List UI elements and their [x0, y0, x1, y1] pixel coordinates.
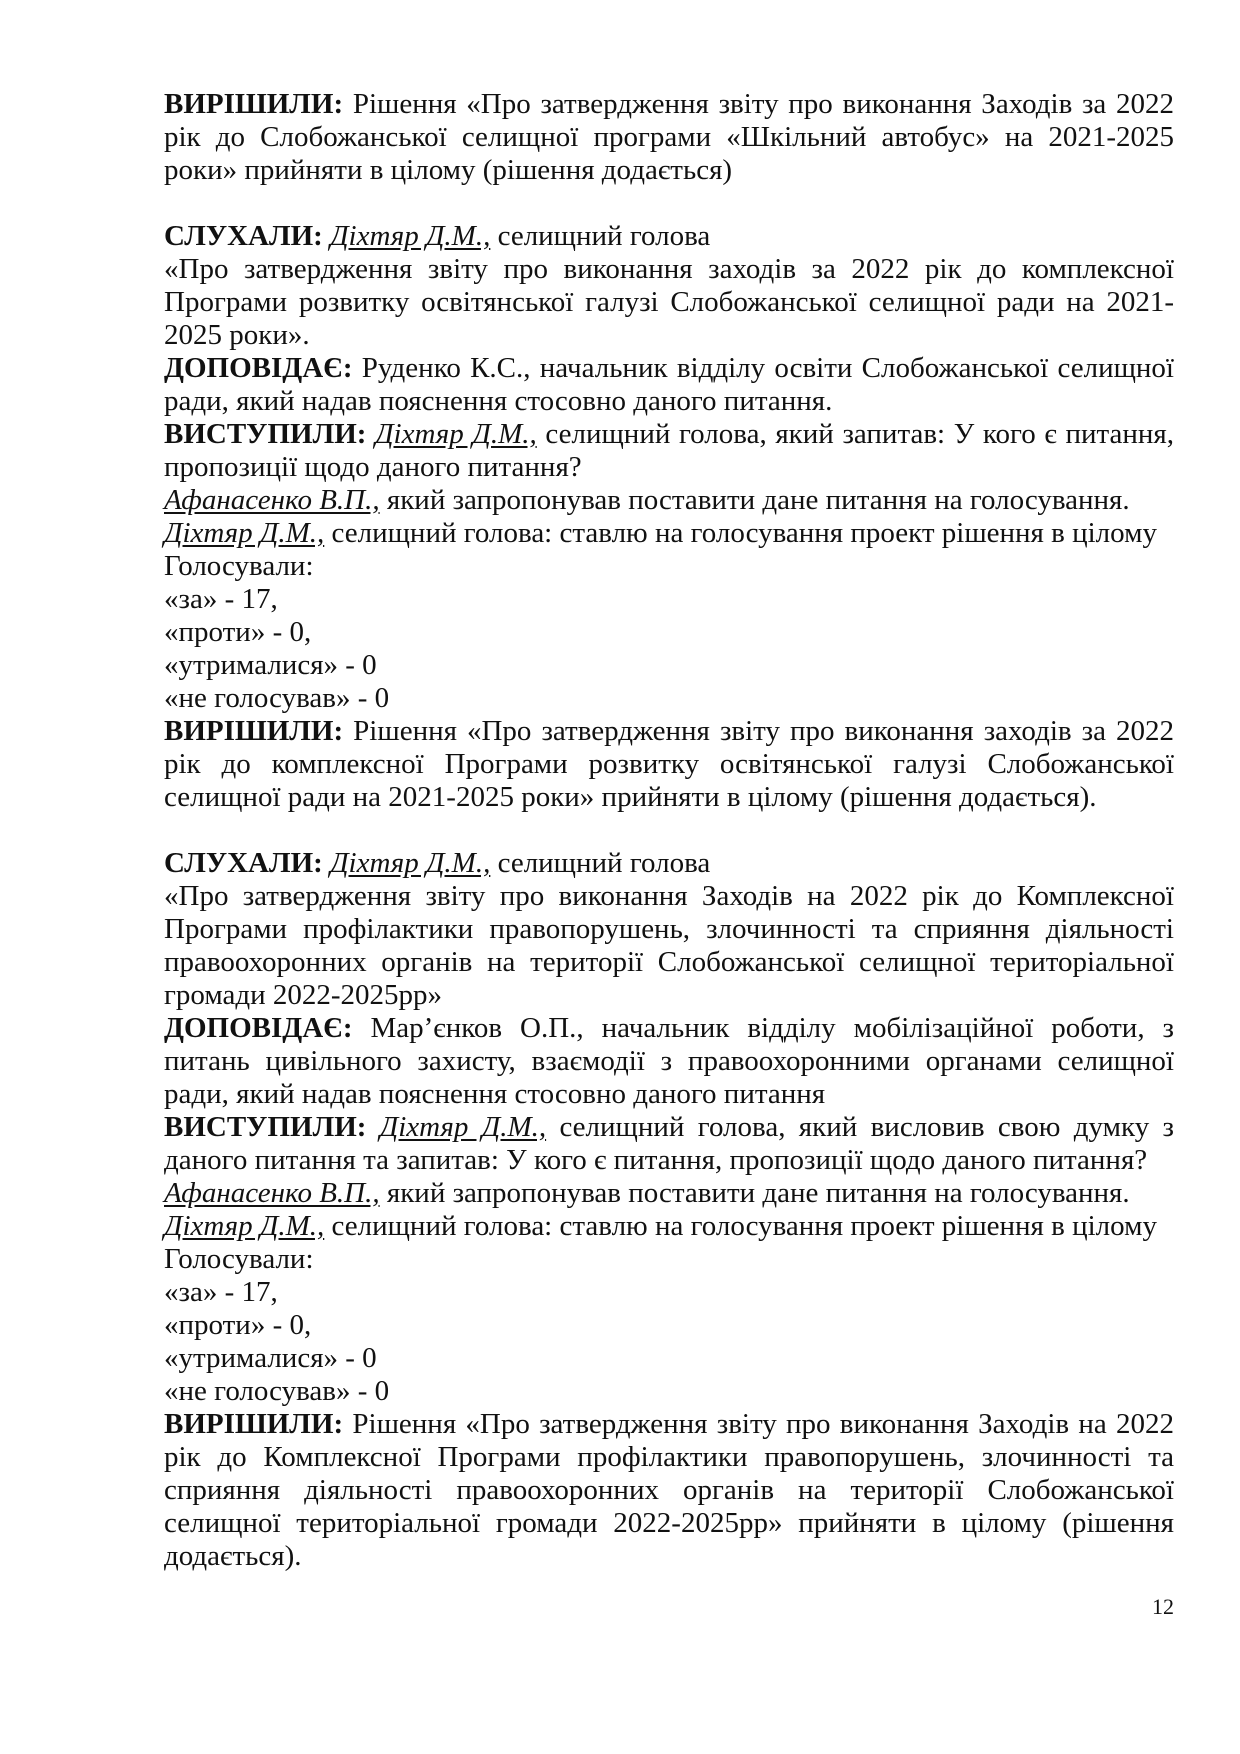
vote-none: «не голосував» - 0: [164, 682, 390, 714]
decision-text: Рішення «Про затвердження звіту про виконання Заходів на 2022 рік до Комплексної Програми профілактики правопорушень, злочинності та сприяння діяльності правоохоронних органів на території Слобожанської селищної територіальної громади 2022-2025рр» прийняти в цілому (рішення додається).: [164, 1408, 1174, 1572]
vote-abstain: «утрималися» - 0: [164, 649, 377, 681]
speaker-role: селищний голова: [490, 220, 711, 252]
vote-for: «за» - 17,: [164, 583, 278, 615]
voted-heading: Голосували:: [164, 1243, 314, 1275]
decision-text: Рішення «Про затвердження звіту про виконання Заходів за 2022 рік до Слобожанської селищної програми «Шкільний автобус» на 2021-2025 роки» прийняти в цілому (рішення додається): [164, 88, 1174, 186]
decided-label: ВИРІШИЛИ:: [164, 88, 344, 120]
spoke-paragraph-crime-prevention: [164, 1111, 1174, 1177]
vote-call-text: селищний голова: ставлю на голосування проект рішення в цілому: [324, 1210, 1157, 1242]
speaker-name-dikhtiar: Діхтяр Д.М.,: [330, 847, 491, 879]
vote-against: «проти» - 0,: [164, 1309, 312, 1341]
spoke-label: ВИСТУПИЛИ:: [164, 1111, 367, 1143]
page-content: [164, 88, 1174, 1573]
speaker-name-dikhtiar: Діхтяр Д.М.,: [164, 1210, 325, 1242]
heard-paragraph-crime-prevention: [164, 847, 1174, 880]
vote-for: «за» - 17,: [164, 1276, 278, 1308]
spoke-text: селищний голова, який висловив свою думку з даного питання та запитав: У кого є питання, пропозиції щодо даного питання?: [164, 1111, 1174, 1176]
topic-paragraph-education: «Про затвердження звіту про виконання заходів за 2022 рік до комплексної Програми розвитку освітянської галузі Слобожанської селищної ради на 2021-2025 роки».: [164, 253, 1174, 351]
vote-call-paragraph-crime-prevention: [164, 1210, 1174, 1243]
speaker-name-dikhtiar: Діхтяр Д.М.,: [164, 517, 325, 549]
heard-label: СЛУХАЛИ:: [164, 220, 323, 252]
reports-label: ДОПОВІДАЄ:: [164, 1012, 353, 1044]
vote-against: «проти» - 0,: [164, 616, 312, 648]
heard-label: СЛУХАЛИ:: [164, 847, 323, 879]
spoke-paragraph-education: [164, 418, 1174, 484]
report-paragraph-education: [164, 352, 1174, 418]
decision-text: Рішення «Про затвердження звіту про виконання заходів за 2022 рік до комплексної Програми розвитку освітянської галузі Слобожанської селищної ради на 2021-2025 роки» прийняти в цілому (рішення додається).: [164, 715, 1174, 813]
afanasenko-paragraph-crime-prevention: [164, 1177, 1174, 1210]
speaker-name-dikhtiar: Діхтяр Д.М.,: [330, 220, 491, 252]
spoke-text: селищний голова, який запитав: У кого є питання, пропозиції щодо даного питання?: [164, 418, 1175, 483]
spoke-label: ВИСТУПИЛИ:: [164, 418, 367, 450]
voted-heading: Голосували:: [164, 550, 314, 582]
afanasenko-paragraph-education: [164, 484, 1174, 517]
decision-paragraph-crime-prevention: [164, 1408, 1174, 1573]
vote-abstain: «утрималися» - 0: [164, 1342, 377, 1374]
vote-call-paragraph-education: [164, 517, 1174, 550]
paragraph-gap: [164, 814, 1174, 847]
speaker-role: селищний голова: [490, 847, 711, 879]
paragraph-gap: [164, 187, 1174, 220]
afanasenko-text: який запропонував поставити дане питання на голосування.: [379, 484, 1130, 516]
speaker-name-afanasenko: Афанасенко В.П.,: [164, 484, 380, 516]
speaker-name-afanasenko: Афанасенко В.П.,: [164, 1177, 380, 1209]
decided-label: ВИРІШИЛИ:: [164, 715, 344, 747]
speaker-name-dikhtiar: Діхтяр Д.М.,: [379, 1111, 547, 1143]
decision-paragraph-school-bus: [164, 88, 1174, 187]
heard-paragraph-education: [164, 220, 1174, 253]
topic-paragraph-crime-prevention: «Про затвердження звіту про виконання Заходів на 2022 рік до Комплексної Програми профілактики правопорушень, злочинності та сприяння діяльності правоохоронних органів на території Слобожанської селищної територіальної громади 2022-2025рр»: [164, 880, 1174, 1011]
report-text: Мар’єнков О.П., начальник відділу мобілізаційної роботи, з питань цивільного захисту, взаємодії з правоохоронними органами селищної ради, який надав пояснення стосовно даного питання: [164, 1012, 1174, 1110]
page-number: 12: [1152, 1594, 1174, 1619]
afanasenko-text: який запропонував поставити дане питання на голосування.: [379, 1177, 1130, 1209]
vote-none: «не голосував» - 0: [164, 1375, 390, 1407]
vote-call-text: селищний голова: ставлю на голосування проект рішення в цілому: [324, 517, 1157, 549]
reports-label: ДОПОВІДАЄ:: [164, 352, 353, 384]
report-paragraph-crime-prevention: [164, 1012, 1174, 1111]
speaker-name-dikhtiar: Діхтяр Д.М.,: [375, 418, 537, 450]
report-text: Руденко К.С., начальник відділу освіти Слобожанської селищної ради, який надав пояснення стосовно даного питання.: [164, 352, 1174, 417]
decided-label: ВИРІШИЛИ:: [164, 1408, 344, 1440]
decision-paragraph-education: [164, 715, 1174, 814]
